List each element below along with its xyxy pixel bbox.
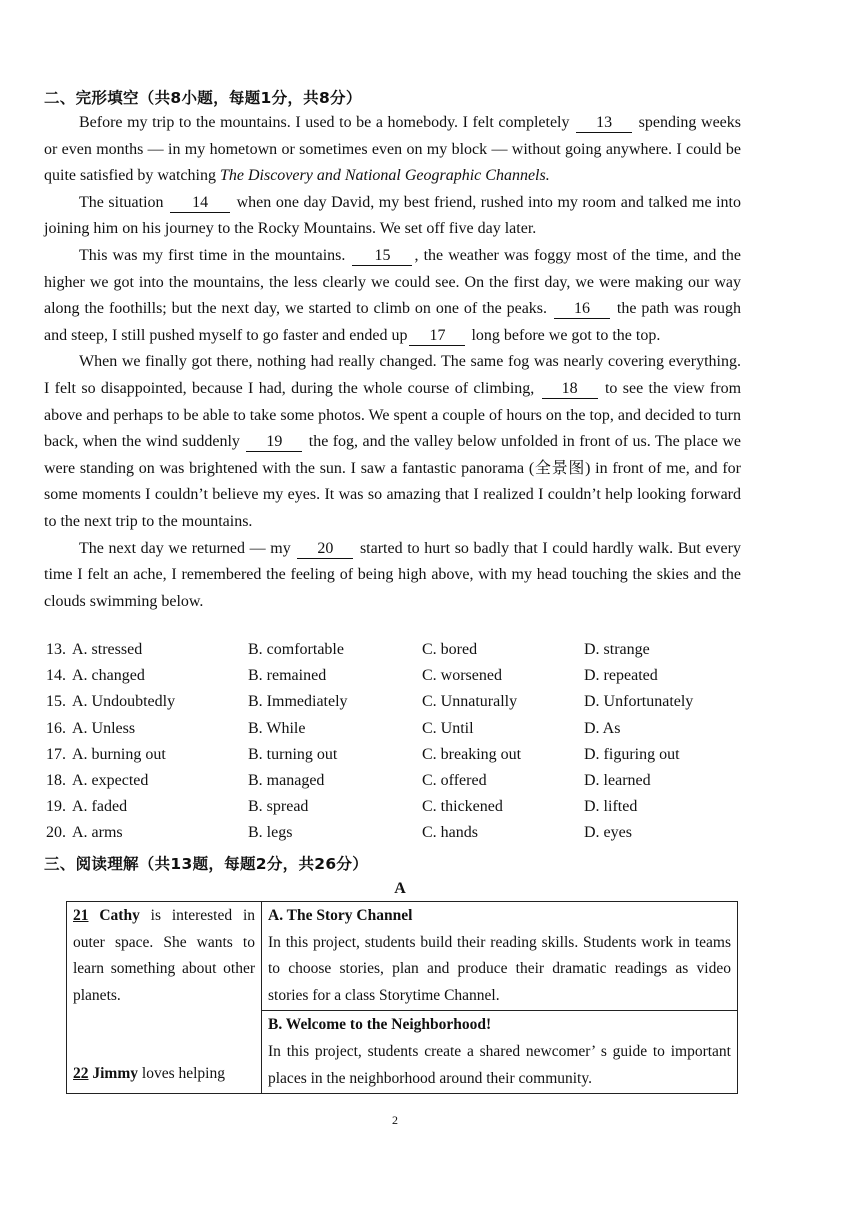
question-number: 13. xyxy=(46,641,66,658)
person-description: is interested in outer space. She wants to learn something about other planets. xyxy=(73,907,255,1004)
person-description: loves helping xyxy=(138,1065,225,1082)
options-list xyxy=(44,641,764,851)
option-a: A. changed xyxy=(72,667,145,685)
option-row xyxy=(44,824,764,850)
project-a-cell xyxy=(262,902,738,1011)
option-b: B. turning out xyxy=(248,745,338,763)
blank-15: 15 xyxy=(352,247,412,266)
paragraph-3: This was my first time in the mountains. 15 , the weather was foggy most of the time, and the higher we got into the mountains, the less clearly we could see. On the first day, we were making our way along the foothills; but the next day, we started to climb on one of the peaks. 16 the path was rough and steep, I still pushed myself to go faster and ended up 17 long before we got to the top. xyxy=(44,246,742,344)
option-b: B. managed xyxy=(248,771,325,789)
option-a: A. arms xyxy=(72,824,123,842)
question-number: 19. xyxy=(46,798,66,816)
page-number: 2 xyxy=(392,1113,398,1127)
option-d: D. As xyxy=(584,719,621,737)
option-row xyxy=(44,746,764,772)
project-b-text: In this project, students create a shared newcomer’ s guide to important places in the neighborhood around their community. xyxy=(268,1042,731,1087)
option-d: D. repeated xyxy=(584,667,658,685)
option-b: B. While xyxy=(248,719,306,737)
blank-19: 19 xyxy=(246,433,302,452)
option-a: A. Unless xyxy=(72,719,136,737)
option-b: B. spread xyxy=(248,798,309,816)
cloze-passage xyxy=(44,110,741,615)
option-c: C. bored xyxy=(422,641,478,658)
question-number: 20. xyxy=(46,824,66,842)
option-c: C. Until xyxy=(422,719,474,737)
question-number: 16. xyxy=(46,719,66,737)
project-b-cell xyxy=(262,1011,738,1094)
option-row xyxy=(44,798,764,824)
option-c: C. breaking out xyxy=(422,745,522,763)
option-a: A. Undoubtedly xyxy=(72,693,176,711)
project-b-title: B. Welcome to the Neighborhood! xyxy=(268,1016,492,1034)
question-number: 15. xyxy=(46,693,66,711)
blank-13: 13 xyxy=(576,114,632,133)
option-b: B. comfortable xyxy=(248,641,344,658)
question-number: 17. xyxy=(46,745,66,763)
option-d: D. eyes xyxy=(584,824,632,842)
italic-title: The Discovery and National Geographic Channels. xyxy=(219,167,550,185)
option-d: D. lifted xyxy=(584,798,638,816)
question-21-number: 21 xyxy=(73,907,89,924)
paragraph-1: Before my trip to the mountains. I used to be a homebody. I felt completely 13 spending weeks or even months — in my hometown or sometimes even on my block — without going anywhere. I could be quite satisfied by watching The Discovery and National Geographic Channels. xyxy=(44,114,741,185)
option-d: D. figuring out xyxy=(584,745,680,763)
reading-table xyxy=(66,901,738,1094)
option-row xyxy=(44,641,764,667)
option-d: D. strange xyxy=(584,641,650,658)
part-label: A xyxy=(394,880,406,897)
blank-18: 18 xyxy=(542,380,598,399)
project-a-title: A. The Story Channel xyxy=(268,907,413,924)
blank-20: 20 xyxy=(297,540,353,559)
option-c: C. thickened xyxy=(422,798,503,816)
person-21 xyxy=(73,903,255,1061)
option-b: B. Immediately xyxy=(248,693,348,711)
option-a: A. stressed xyxy=(72,641,143,658)
blank-16: 16 xyxy=(554,300,610,319)
option-a: A. burning out xyxy=(72,745,166,763)
option-row xyxy=(44,720,764,746)
paragraph-5: The next day we returned — my 20 started to hurt so badly that I could hardly walk. But every time I felt an ache, I remembered the feeling of being high above, with my head touching the skies and the clouds swimming below. xyxy=(44,539,741,610)
option-b: B. remained xyxy=(248,667,327,685)
section-2-title: 二、完形填空（共8小题，每题1分，共8分） xyxy=(44,89,362,107)
people-cell xyxy=(67,902,262,1094)
person-22 xyxy=(73,1061,255,1088)
option-row xyxy=(44,667,764,693)
project-a-text: In this project, students build their reading skills. Students work in teams to choose stories, plan and produce their dramatic readings as video stories for a class Storytime Channel. xyxy=(268,933,731,1004)
paragraph-4: When we finally got there, nothing had really changed. The same fog was nearly covering everything. I felt so disappointed, because I had, during the whole course of climbing, 18 to see the view from above and perhaps to be able to take some photos. We spent a couple of hours on the top, and decided to turn back, when the wind suddenly 19 the fog, and the valley below unfolded in front of us. The place we were standing on was brightened with the sun. I saw a fantastic panorama (全景图) in front of me, and for some moments I couldn’t believe my eyes. It was so amazing that I realized I couldn’t help looking forward to the next trip to the mountains. xyxy=(44,353,742,530)
person-name: Jimmy xyxy=(92,1065,139,1082)
option-a: A. faded xyxy=(72,798,128,816)
option-row xyxy=(44,772,764,798)
blank-17: 17 xyxy=(409,327,465,346)
option-c: C. Unnaturally xyxy=(422,693,518,711)
blank-14: 14 xyxy=(170,194,230,213)
person-name: Cathy xyxy=(99,907,140,924)
option-d: D. Unfortunately xyxy=(584,693,694,711)
option-c: C. offered xyxy=(422,771,487,789)
question-number: 18. xyxy=(46,771,66,789)
section-3-title: 三、阅读理解（共13题，每题2分，共26分） xyxy=(44,855,369,873)
option-c: C. worsened xyxy=(422,667,502,685)
option-d: D. learned xyxy=(584,771,651,789)
option-a: A. expected xyxy=(72,771,149,789)
question-number: 14. xyxy=(46,667,66,685)
option-row xyxy=(44,693,764,719)
option-b: B. legs xyxy=(248,824,293,842)
question-22-number: 22 xyxy=(73,1065,89,1082)
paragraph-2: The situation 14 when one day David, my best friend, rushed into my room and talked me into joining him on his journey to the Rocky Mountains. We set off five day later. xyxy=(44,193,742,238)
option-c: C. hands xyxy=(422,824,478,842)
